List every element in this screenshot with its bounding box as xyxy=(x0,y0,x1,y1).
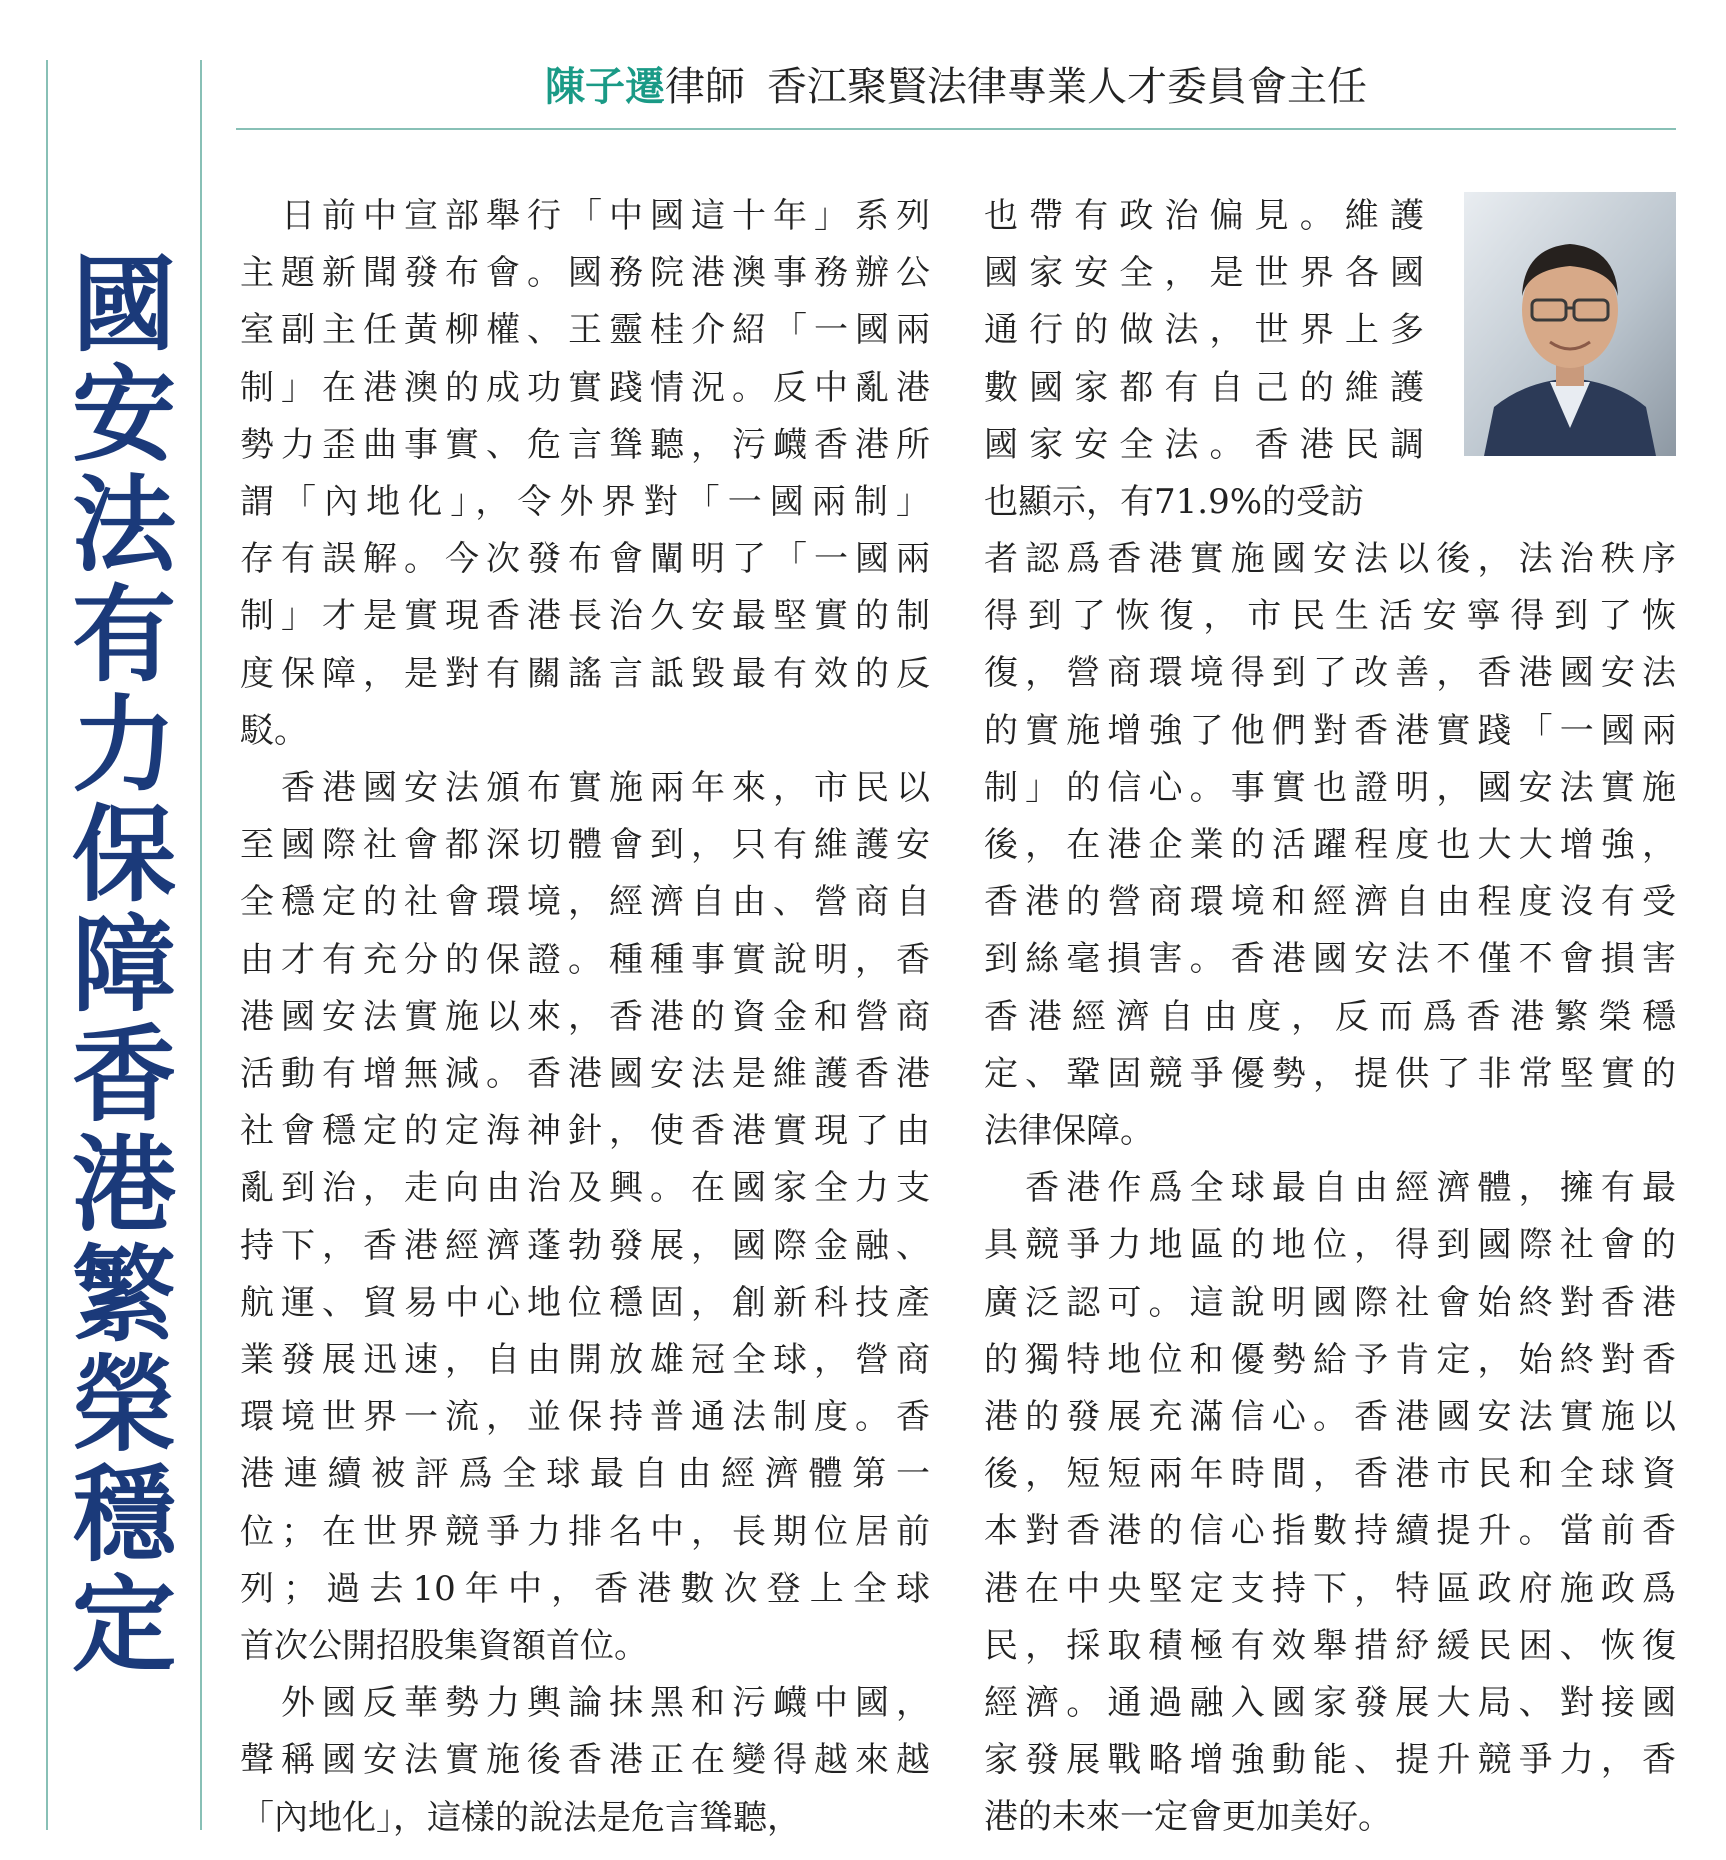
article-line: 具競爭力地區的地位，得到國際社會的 xyxy=(984,1225,1676,1266)
article-line: 謂「內地化」，令外界對「一國兩制」 xyxy=(240,482,930,523)
headline-char: 力 xyxy=(71,684,176,806)
article-line: 也帶有政治偏見。維護 xyxy=(984,196,1424,236)
headline-divider-rule xyxy=(200,60,202,1830)
headline-char: 繁 xyxy=(71,1234,176,1356)
article-line: 定、鞏固競爭優勢，提供了非常堅實的 xyxy=(984,1053,1676,1094)
article-line: 聲稱國安法實施後香港正在變得越來越 xyxy=(240,1740,930,1781)
article-line: 至國際社會都深切體會到，只有維護安 xyxy=(240,825,930,866)
headline-char: 穩 xyxy=(71,1454,176,1576)
article-line: 法律保障。 xyxy=(984,1111,1154,1152)
article-line: 香港經濟自由度，反而爲香港繁榮穩 xyxy=(984,996,1676,1037)
headline-char: 國 xyxy=(71,244,176,366)
article-line: 環境世界一流，並保持普通法制度。香 xyxy=(240,1397,930,1438)
headline-char: 障 xyxy=(71,904,176,1026)
article-line: 社會穩定的定海神針，使香港實現了由 xyxy=(240,1111,930,1152)
article-line: 駁。 xyxy=(240,710,308,751)
article-line: 外國反華勢力輿論抹黑和污衊中國， xyxy=(240,1683,930,1724)
article-line: 國家安全法。香港民調 xyxy=(984,424,1424,465)
byline-rule xyxy=(236,128,1676,130)
article-line: 後，在港企業的活躍程度也大大增強， xyxy=(984,825,1676,866)
article-line: 者認爲香港實施國安法以後，法治秩序 xyxy=(984,539,1676,579)
headline-char: 香 xyxy=(71,1014,176,1136)
article-line: 的獨特地位和優勢給予肯定，始終對香 xyxy=(984,1339,1676,1380)
article-line: 航運、貿易中心地位穩固，創新科技產 xyxy=(240,1282,930,1323)
article-line: 國家安全，是世界各國 xyxy=(984,253,1424,294)
author-name: 陳子遷 xyxy=(545,64,665,110)
article-line: 數國家都有自己的維護 xyxy=(984,367,1424,408)
byline xyxy=(236,62,1676,112)
article-line: 制」的信心。事實也證明，國安法實施 xyxy=(984,767,1676,808)
article-line: 位；在世界競爭力排名中，長期位居前 xyxy=(240,1511,930,1552)
article-line: 制」在港澳的成功實踐情況。反中亂港 xyxy=(240,367,930,408)
article-line: 由才有充分的保證。種種事實說明，香 xyxy=(240,939,930,980)
author-position: 香江聚賢法律專業人才委員會主任 xyxy=(767,64,1367,110)
headline-char: 有 xyxy=(71,574,176,696)
article-column-left xyxy=(240,188,930,1847)
article-line: 民，採取積極有效舉措紓緩民困、恢復 xyxy=(984,1625,1676,1666)
article-line: 得到了恢復，市民生活安寧得到了恢 xyxy=(984,596,1676,637)
article-line: 活動有增無減。香港國安法是維護香港 xyxy=(240,1054,930,1095)
article-line: 全穩定的社會環境，經濟自由、營商自 xyxy=(240,882,930,923)
headline-char: 港 xyxy=(71,1124,176,1246)
article-line: 通行的做法，世界上多 xyxy=(984,310,1424,351)
article-line: 經濟。通過融入國家發展大局、對接國 xyxy=(984,1683,1676,1724)
article-column-right-top xyxy=(984,188,1424,531)
article-line: 香港作爲全球最自由經濟體，擁有最 xyxy=(984,1168,1676,1209)
article-line: 業發展迅速，自由開放雄冠全球，營商 xyxy=(240,1340,930,1381)
article-line: 制」才是實現香港長治久安最堅實的制 xyxy=(240,596,930,637)
article-line: 主題新聞發布會。國務院港澳事務辦公 xyxy=(240,253,930,294)
article-line: 港的未來一定會更加美好。 xyxy=(984,1797,1392,1838)
article-line: 度保障，是對有關謠言詆毀最有效的反 xyxy=(240,653,930,694)
headline-char: 保 xyxy=(71,794,176,916)
article-line: 復，營商環境得到了改善，香港國安法 xyxy=(984,653,1676,694)
article-line: 香港國安法頒布實施兩年來，市民以 xyxy=(240,768,930,809)
article-line: 港在中央堅定支持下，特區政府施政爲 xyxy=(984,1568,1676,1609)
article-line: 港連續被評爲全球最自由經濟體第一 xyxy=(240,1454,930,1495)
article-line: 室副主任黃柳權、王靈桂介紹「一國兩 xyxy=(240,310,930,351)
article-line: 勢力歪曲事實、危言聳聽，污衊香港所 xyxy=(240,424,930,465)
author-title: 律師 xyxy=(665,64,745,110)
headline-char: 定 xyxy=(71,1564,176,1686)
article-line: 港國安法實施以來，香港的資金和營商 xyxy=(240,996,930,1037)
article-line: 也顯示，有71.9%的受訪 xyxy=(984,482,1365,523)
article-line: 港的發展充滿信心。香港國安法實施以 xyxy=(984,1397,1676,1438)
article-line: 日前中宣部舉行「中國這十年」系列 xyxy=(240,196,930,236)
left-border-rule xyxy=(46,60,48,1830)
author-portrait-image xyxy=(1464,192,1676,456)
headline-char: 榮 xyxy=(71,1344,176,1466)
article-line: 本對香港的信心指數持續提升。當前香 xyxy=(984,1511,1676,1552)
headline-char: 法 xyxy=(71,464,176,586)
headline-char: 安 xyxy=(71,354,176,476)
article-line: 家發展戰略增強動能、提升競爭力，香 xyxy=(984,1740,1676,1781)
article-line: 列；過去10年中，香港數次登上全球 xyxy=(240,1568,930,1609)
article-line: 「內地化」，這樣的說法是危言聳聽， xyxy=(240,1797,801,1838)
article-line: 的實施增強了他們對香港實踐「一國兩 xyxy=(984,710,1676,751)
author-photo xyxy=(1464,192,1676,456)
article-line: 亂到治，走向由治及興。在國家全力支 xyxy=(240,1168,930,1209)
article-line: 存有誤解。今次發布會闡明了「一國兩 xyxy=(240,539,930,580)
headline xyxy=(62,244,186,1686)
article-line: 後，短短兩年時間，香港市民和全球資 xyxy=(984,1454,1676,1495)
article-line: 到絲毫損害。香港國安法不僅不會損害 xyxy=(984,939,1676,980)
article-line: 香港的營商環境和經濟自由程度沒有受 xyxy=(984,882,1676,923)
article-line: 持下，香港經濟蓬勃發展，國際金融、 xyxy=(240,1225,930,1266)
article-line: 首次公開招股集資額首位。 xyxy=(240,1626,648,1667)
article-column-right xyxy=(984,531,1676,1847)
article-line: 廣泛認可。這說明國際社會始終對香港 xyxy=(984,1282,1676,1323)
